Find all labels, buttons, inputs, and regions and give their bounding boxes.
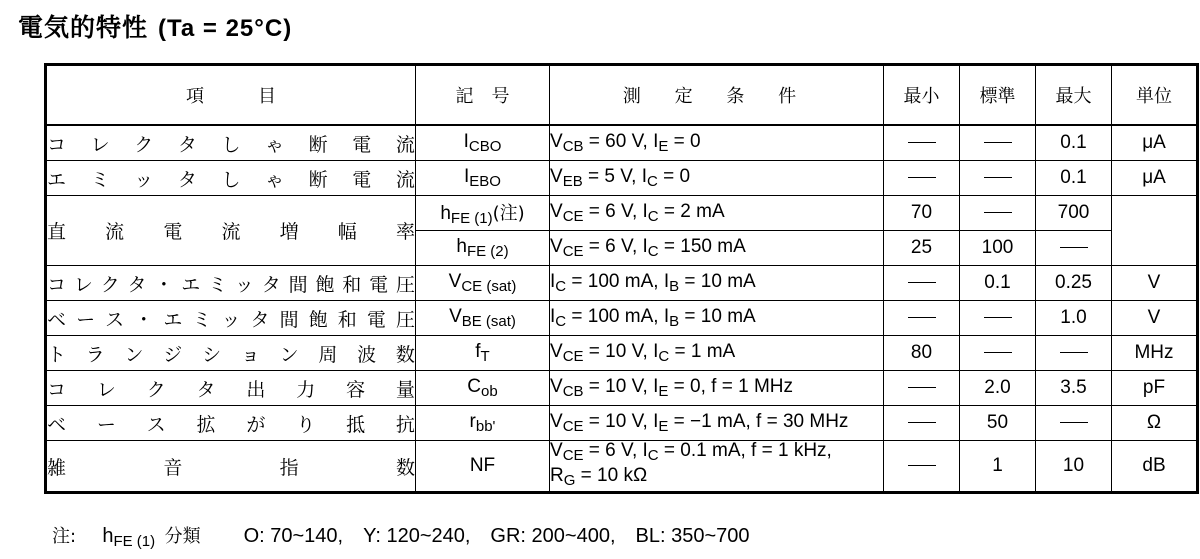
item-label: 雑 音 指 数 [47, 456, 415, 479]
max-cell: 0.25 [1036, 266, 1112, 301]
table-row [46, 125, 1198, 161]
item-label: コ レ ク タ し ゃ 断 電 流 [47, 133, 415, 156]
item-label: ト ラ ン ジ シ ョ ン 周 波 数 [47, 343, 415, 366]
table-row [46, 371, 1198, 406]
item-label: エ ミ ッ タ し ゃ 断 電 流 [47, 168, 415, 191]
min-cell: 70 [884, 196, 960, 231]
min-cell [884, 441, 960, 493]
dash [984, 352, 1012, 353]
symbol-cell: $h_{FE (2)}$ [416, 231, 550, 266]
max-cell: 1.0 [1036, 301, 1112, 336]
dash [984, 212, 1012, 213]
typ-cell [960, 125, 1036, 161]
unit-cell: V [1112, 301, 1198, 336]
dash [908, 422, 936, 423]
item-cell [46, 371, 416, 406]
table-row [46, 266, 1198, 301]
min-cell [884, 301, 960, 336]
header-unit: 単位 [1112, 65, 1198, 126]
symbol-cell: $V_{CE (sat)}$ [416, 266, 550, 301]
electrical-characteristics-table [44, 63, 1199, 494]
item-cell [46, 441, 416, 493]
unit-cell: V [1112, 266, 1198, 301]
min-cell [884, 266, 960, 301]
min-cell: 25 [884, 231, 960, 266]
item-label: 直 流 電 流 増 幅 率 [47, 221, 415, 243]
min-cell [884, 371, 960, 406]
max-cell: 0.1 [1036, 161, 1112, 196]
header-condition: 測 定 条 件 [550, 65, 884, 126]
item-label: ベ ー ス ・ エ ミ ッ タ 間 飽 和 電 圧 [47, 308, 415, 331]
typ-cell: 100 [960, 231, 1036, 266]
typ-cell [960, 301, 1036, 336]
dash [1060, 422, 1088, 423]
title-text: 電気的特性 [18, 13, 149, 42]
item-cell [46, 301, 416, 336]
header-typ: 標準 [960, 65, 1036, 126]
dash [1060, 352, 1088, 353]
max-cell: 0.1 [1036, 125, 1112, 161]
typ-cell: 0.1 [960, 266, 1036, 301]
unit-cell: μA [1112, 161, 1198, 196]
unit-cell: μA [1112, 125, 1198, 161]
dash [908, 142, 936, 143]
max-cell: 700 [1036, 196, 1112, 231]
item-cell [46, 161, 416, 196]
table-row [46, 406, 1198, 441]
header-row [46, 65, 1198, 126]
symbol-cell: $h_{FE (1)}$(注) [416, 196, 550, 231]
condition-cell: $V_{CE} = 6$ V, $I_C = 0.1$ mA, f = 1 kHz, $R_G = 10$ kΩ [550, 441, 884, 493]
header-min: 最小 [884, 65, 960, 126]
dash [908, 465, 936, 466]
unit-cell: Ω [1112, 406, 1198, 441]
table-row [46, 301, 1198, 336]
condition-cell: $I_C = 100$ mA, $I_B = 10$ mA [550, 301, 884, 336]
symbol-cell: $f_T$ [416, 336, 550, 371]
item-cell [46, 406, 416, 441]
header-item: 項 目 [46, 65, 416, 126]
item-label: コ レ ク タ 出 力 容 量 [47, 378, 415, 401]
min-cell: 80 [884, 336, 960, 371]
dash [1060, 247, 1088, 248]
condition-cell: $V_{CE} = 10$ V, $I_E = -1$ mA, f = 30 MHz [550, 406, 884, 441]
symbol-cell: $C_{ob}$ [416, 371, 550, 406]
dash [908, 177, 936, 178]
dash [908, 317, 936, 318]
header-max: 最大 [1036, 65, 1112, 126]
max-cell [1036, 406, 1112, 441]
max-cell [1036, 336, 1112, 371]
symbol-cell: $I_{EBO}$ [416, 161, 550, 196]
condition-cell: $V_{CE} = 10$ V, $I_C = 1$ mA [550, 336, 884, 371]
typ-cell [960, 336, 1036, 371]
note-label: 注: [52, 526, 77, 547]
note-symbol: $h_{FE (1)}$ [102, 525, 156, 550]
min-cell [884, 161, 960, 196]
table-row [46, 336, 1198, 371]
condition-cell: $V_{CE} = 6$ V, $I_C = 150$ mA [550, 231, 884, 266]
typ-cell [960, 196, 1036, 231]
typ-cell: 2.0 [960, 371, 1036, 406]
item-cell [46, 266, 416, 301]
symbol-cell: $I_{CBO}$ [416, 125, 550, 161]
dash [908, 387, 936, 388]
dash [984, 177, 1012, 178]
min-cell [884, 406, 960, 441]
max-cell [1036, 231, 1112, 266]
condition-cell: $V_{CE} = 6$ V, $I_C = 2$ mA [550, 196, 884, 231]
symbol-cell: $V_{BE (sat)}$ [416, 301, 550, 336]
max-cell: 3.5 [1036, 371, 1112, 406]
condition-cell: $V_{EB} = 5$ V, $I_C = 0$ [550, 161, 884, 196]
symbol-cell: NF [416, 441, 550, 493]
section-title [18, 8, 292, 44]
table-row [46, 196, 1198, 231]
footnote [52, 519, 754, 550]
max-cell: 10 [1036, 441, 1112, 493]
dash [984, 142, 1012, 143]
title-condition: (Ta = 25°C) [158, 15, 293, 42]
table-row [46, 441, 1198, 493]
typ-cell [960, 161, 1036, 196]
dash [984, 317, 1012, 318]
typ-cell: 50 [960, 406, 1036, 441]
unit-cell [1112, 196, 1198, 266]
unit-cell: dB [1112, 441, 1198, 493]
condition-cell: $I_C = 100$ mA, $I_B = 10$ mA [550, 266, 884, 301]
unit-cell: pF [1112, 371, 1198, 406]
unit-cell: MHz [1112, 336, 1198, 371]
note-classes: O: 70~140, Y: 120~240, GR: 200~400, BL: 350~700 [243, 525, 750, 547]
note-word: 分類 [164, 526, 201, 547]
condition-cell: $V_{CB} = 60$ V, $I_E = 0$ [550, 125, 884, 161]
condition-cell: $V_{CB} = 10$ V, $I_E = 0$, f = 1 MHz [550, 371, 884, 406]
min-cell [884, 125, 960, 161]
dash [908, 282, 936, 283]
item-cell [46, 336, 416, 371]
typ-cell: 1 [960, 441, 1036, 493]
symbol-cell: $r_{bb'}$ [416, 406, 550, 441]
item-cell [46, 196, 416, 266]
item-label: コ レ ク タ ・ エ ミ ッ タ 間 飽 和 電 圧 [47, 273, 415, 296]
header-symbol: 記 号 [416, 65, 550, 126]
table-row [46, 161, 1198, 196]
item-label: ベ ー ス 拡 が り 抵 抗 [47, 413, 415, 436]
item-cell [46, 125, 416, 161]
